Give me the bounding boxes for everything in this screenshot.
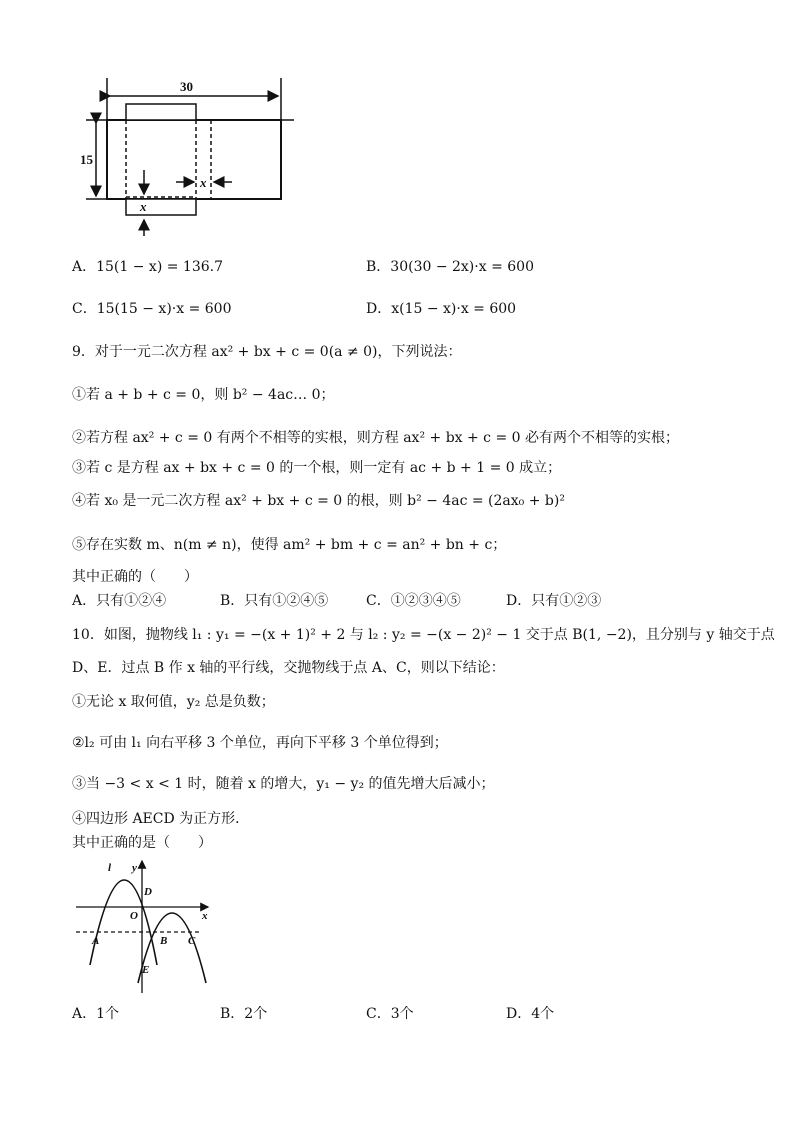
q10-item-4: ④四边形 AECD 为正方形． (72, 811, 250, 827)
q9-option-a[interactable]: A．只有①②④ (72, 593, 167, 609)
q8-option-d[interactable]: D．x(15 − x)·x = 600 (366, 301, 517, 317)
q9-item-2: ②若方程 ax² + c = 0 有两个不相等的实根，则方程 ax² + bx + c = 0 必有两个不相等的实根； (72, 430, 680, 446)
q9-prompt: 其中正确的（ ） (72, 569, 198, 585)
rectangle-cut-figure (80, 74, 300, 240)
height-label: 15 (80, 152, 93, 167)
q8-option-c[interactable]: C．15(15 − x)·x = 600 (72, 301, 232, 317)
label-x: x (202, 910, 208, 922)
q9-stem: 9．对于一元二次方程 ax² + bx + c = 0(a ≠ 0)，下列说法： (72, 344, 462, 360)
q9-item-5: ⑤存在实数 m、n(m ≠ n)，使得 am² + bm + c = an² + bn + c； (72, 537, 507, 553)
label-b: B (160, 935, 168, 947)
label-a: A (92, 935, 100, 947)
q10-item-3: ③当 −3 < x < 1 时，随着 x 的增大，y₁ − y₂ 的值先增大后减小； (72, 776, 495, 792)
q9-item-3: ③若 c 是方程 ax + bx + c = 0 的一个根，则一定有 ac + b + 1 = 0 成立； (72, 460, 562, 476)
q10-option-b[interactable]: B．2个 (220, 1006, 268, 1022)
q10-item-2: ②l₂ 可由 l₁ 向右平移 3 个单位，再向下平移 3 个单位得到； (72, 735, 448, 751)
label-o: O (130, 910, 138, 922)
q10-option-c[interactable]: C．3个 (366, 1006, 414, 1022)
label-l: l (108, 862, 112, 874)
parabola-figure (72, 857, 222, 997)
q10-item-1: ①无论 x 取何值，y₂ 总是负数； (72, 694, 275, 710)
label-e: E (142, 964, 150, 976)
q10-stem-line2: D、E．过点 B 作 x 轴的平行线，交抛物线于点 A、C，则以下结论： (72, 660, 505, 676)
label-y: y (132, 862, 137, 874)
q9-option-d[interactable]: D．只有①②③ (506, 593, 602, 609)
q9-option-b[interactable]: B．只有①②④⑤ (220, 593, 329, 609)
q10-prompt: 其中正确的是（ ） (72, 835, 212, 851)
side-cut-label: x (200, 175, 207, 190)
width-label: 30 (180, 79, 193, 94)
q9-option-c[interactable]: C．①②③④⑤ (366, 593, 461, 609)
q10-option-d[interactable]: D．4个 (506, 1006, 555, 1022)
label-c: C (188, 935, 196, 947)
q10-option-a[interactable]: A．1个 (72, 1006, 120, 1022)
q8-option-b[interactable]: B．30(30 − 2x)·x = 600 (366, 259, 534, 275)
q9-item-1: ①若 a + b + c = 0，则 b² − 4ac… 0； (72, 387, 335, 403)
q9-item-4: ④若 x₀ 是一元二次方程 ax² + bx + c = 0 的根，则 b² − 4ac = (2ax₀ + b)² (72, 493, 565, 509)
label-d: D (144, 886, 152, 898)
q8-option-a[interactable]: A．15(1 − x) = 136.7 (72, 259, 223, 275)
bottom-cut-label: x (140, 199, 147, 214)
q10-stem-line1: 10．如图，抛物线 l₁ : y₁ = −(x + 1)² + 2 与 l₂ : y₂ = −(x − 2)² − 1 交于点 B(1, −2)，且分别与 y 轴交于点 (72, 627, 775, 643)
